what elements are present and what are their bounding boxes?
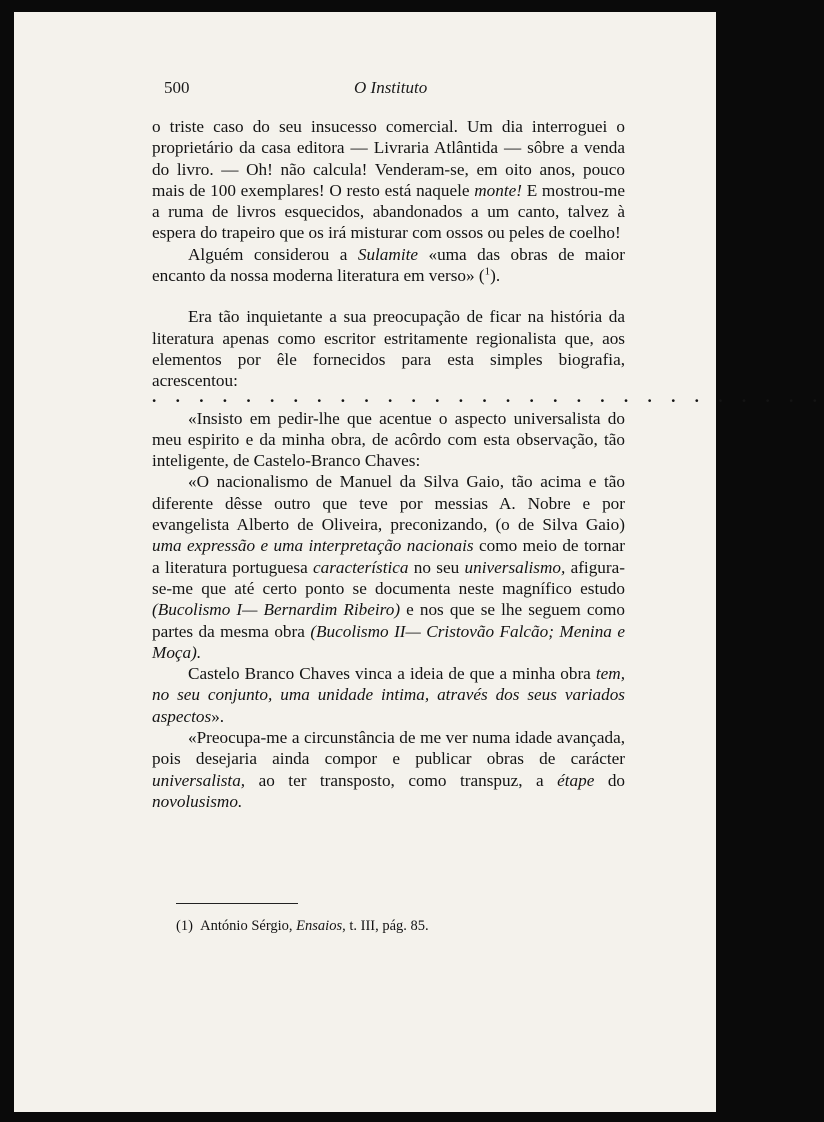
italic-span: (Bucolismo I— Bernardim Ribeiro) [152,600,401,620]
text-span: ». [211,706,225,726]
italic-span: Sulamite [357,244,418,264]
text-span: Alguém considerou a [188,244,358,264]
text-span: afigura-se-me que até certo ponto se documenta neste magnífico estudo [152,557,625,598]
text-span: no seu [408,557,465,577]
running-title: O Instituto [354,78,428,97]
italic-span: (Bucolismo II— Cristovão Falcão; Menina e Moça). [152,621,625,662]
text-span: o triste caso do seu insucesso comercial. Um dia interroguei o proprietário da casa editora — Livraria Atlântida — sôbre a venda do livro. — Oh! não calcula! Venderam-se, em oito anos, pouco mais de 100 exemplares! O resto está naquele [152,117,625,200]
italic-span: uma expressão e uma interpretação nacionais [152,536,474,556]
paragraph [152,116,625,244]
footnote-author: António Sérgio, [200,918,297,934]
paragraph [152,471,625,663]
footnote [176,918,616,935]
italic-span: característica [313,557,409,577]
ellipsis-line: . . . . . . . . . . . . . . . . . . . . . . . . . . . . . [152,386,824,406]
paragraph: «Insisto em pedir-lhe que acentue o aspecto universalista do meu espirito e da minha obra, de acôrdo com esta observação, tão inteligente, de Castelo-Branco Chaves: [152,408,625,471]
footnote-work: Ensaios [296,918,343,934]
text-span: como meio de tornar a literatura portuguesa [152,536,625,577]
text-span: E mostrou-me a ruma de livros esquecidos, abandonados a um canto, talvez à espera do trapeiro que os irá misturar com ossos ou peles de coelho! [152,180,625,243]
footnote-reference: 1 [484,265,491,278]
paragraph [152,244,625,287]
footnote-marker: (1) [176,918,193,934]
paragraph: Era tão inquietante a sua preocupação de ficar na história da literatura apenas como escritor estritamente regionalista que, aos elementos por êle fornecidos para esta simples biografia, acrescentou: [152,307,625,391]
text-span: ao ter transposto, como transpuz, a [245,770,558,790]
italic-span: tem, no seu conjunto, uma unidade intima, através dos seus variados aspectos [152,664,625,726]
section-gap [152,286,625,306]
body-text [152,116,824,812]
page-header [164,78,634,104]
page-number: 500 [164,78,190,97]
text-span: «O nacionalismo de Manuel da Silva Gaio, tão acima e tão diferente dêsse outro que teve por messias A. Nobre e por evangelista Alberto de Oliveira, preconizando, (o de Silva Gaio) [152,472,625,535]
text-span: «uma das obras de maior encanto da nossa moderna literatura em verso» ( [152,244,626,286]
text-span: «Preocupa-me a circunstância de me ver numa idade avançada, pois desejaria ainda compor e publicar obras de carácter [152,728,625,769]
italic-span: étape [557,770,595,790]
text-span: Castelo Branco Chaves vinca a ideia de que a minha obra [188,664,596,684]
footnote-rule [176,903,298,904]
italic-span: universalista, [152,770,246,790]
text-span: ). [490,266,501,286]
paragraph [152,663,625,727]
text-span: do [594,770,626,790]
paragraph [152,727,625,812]
italic-span: monte! [474,180,522,200]
italic-span: novolusismo. [152,791,243,811]
italic-span: universalismo, [464,557,566,577]
footnote-rest: , t. III, pág. 85. [342,918,429,934]
text-span: e nos que se lhe seguem como partes da mesma obra [152,600,626,641]
